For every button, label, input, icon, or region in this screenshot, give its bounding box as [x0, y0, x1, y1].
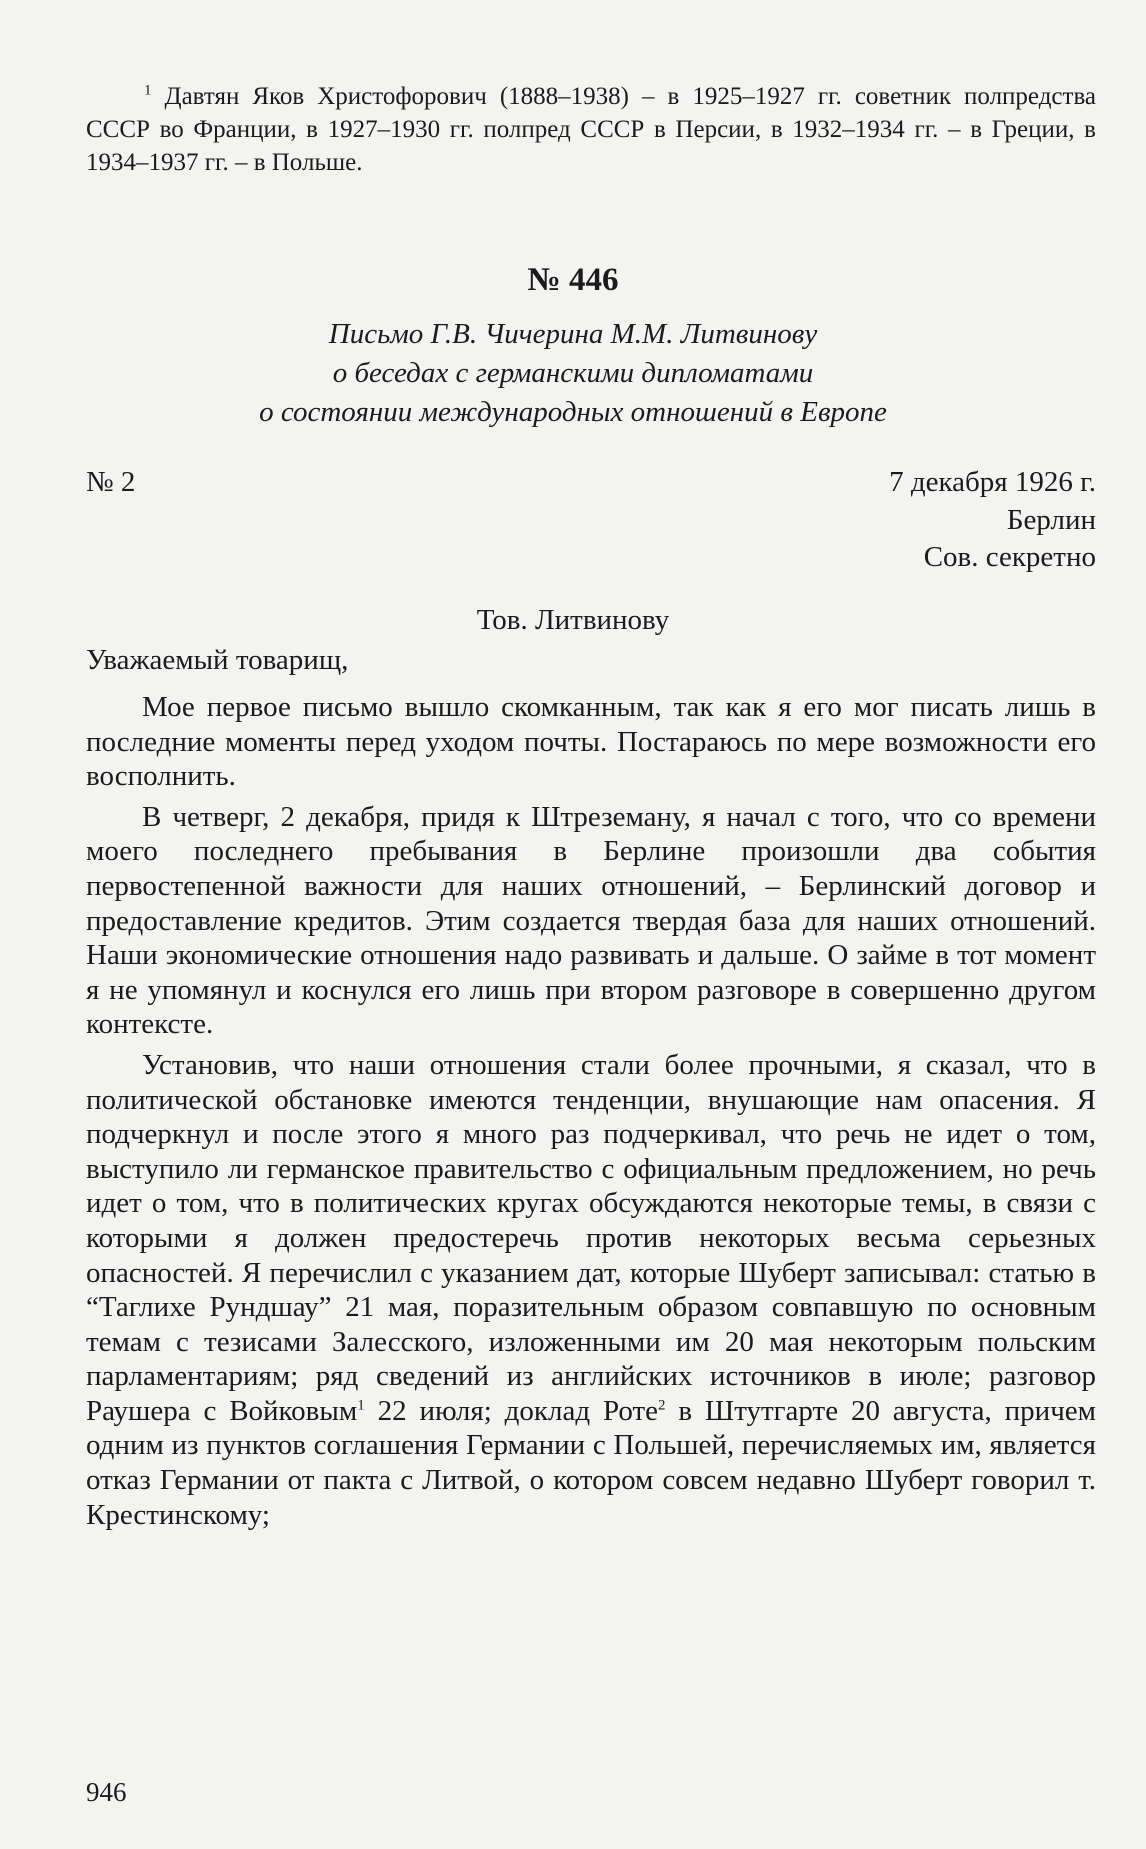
letter-place: Берлин [1006, 504, 1096, 536]
letter-body [86, 690, 1096, 1538]
addressee: Тов. Литвинову [476, 604, 670, 636]
title-line: о беседах с германскими дипломатами [332, 357, 814, 389]
page-number: 946 [86, 1777, 127, 1807]
footnote-marker: 1 [144, 82, 152, 99]
letter-number: № 2 [86, 466, 136, 498]
footnote-ref: 2 [658, 1397, 666, 1414]
footnote-body: Давтян Яков Христофорович (1888–1938) – в 1925–1927 гг. советник полпредства СССР во Франции, в 1927–1930 гг. полпред СССР в Персии, в 1932–1934 гг. – в Греции, в 1934–1937 гг. – в Польше. [86, 83, 1097, 176]
document-number: № 446 [527, 262, 619, 298]
classification-stamp: Сов. секретно [923, 541, 1096, 573]
title-line: о состоянии международных отношений в Европе [259, 396, 887, 428]
place-row [86, 504, 1096, 540]
paragraph: В четверг, 2 декабря, придя к Штреземану, я начал с того, что со времени моего последнего пребывания в Берлине произошли два события первостепенной важности для наших отношений, – Берлинский договор и предоставление кредитов. Этим создается твердая база для наших отношений. Наши экономические отношения надо развивать и дальше. О займе в тот момент я не упомянул и коснулся его лишь при втором разговоре в совершенно другом контексте. [86, 800, 1096, 1041]
footnote-text [86, 80, 1096, 179]
classification-row [86, 541, 1096, 577]
title-line: Письмо Г.В. Чичерина М.М. Литвинову [328, 318, 818, 350]
greeting: Уважаемый товарищ, [86, 644, 349, 676]
footnote [86, 80, 1096, 179]
footnote-ref: 1 [357, 1397, 365, 1414]
paragraph-text: 22 июля; доклад Роте [364, 1394, 659, 1427]
letter-header-row [86, 466, 1096, 502]
paragraph-text: в Штутгарте 20 августа, причем одним из пунктов соглашения Германии с Польшей, перечисляемых им, является отказ Германии от пакта с Литвой, о котором совсем недавно Шуберт говорил т. Крестинскому; [86, 1394, 1097, 1531]
paragraph-text: Установив, что наши отношения стали более прочными, я сказал, что в политической обстановке имеются тенденции, внушающие нам опасения. Я подчеркнул и после этого я много раз подчеркивал, что речь не идет о том, выступило ли германское правительство с официальным предложением, но речь идет о том, что в политических кругах обсуждаются некоторые темы, в связи с которыми я должен предостеречь против некоторых весьма серьезных опасностей. Я перечислил с указанием дат, которые Шуберт записывал: статью в “Таглихе Рундшау” 21 мая, поразительным образом совпавшую по основным темам с тезисами Залесского, изложенными им 20 мая некоторым польским парламентариям; ряд сведений из английских источников в июле; разговор Раушера с Войковым [86, 1048, 1096, 1427]
letter-date: 7 декабря 1926 г. [889, 466, 1096, 498]
paragraph [86, 1048, 1096, 1532]
document-title [0, 315, 1146, 432]
paragraph: Мое первое письмо вышло скомканным, так как я его мог писать лишь в последние моменты перед уходом почты. Постараюсь по мере возможности его восполнить. [86, 691, 1096, 793]
